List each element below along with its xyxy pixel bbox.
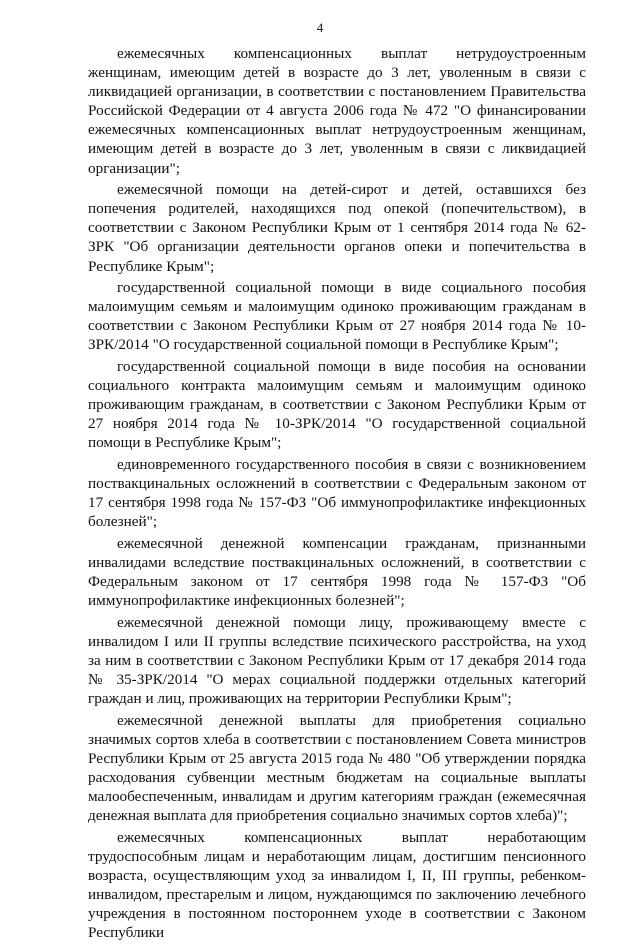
- paragraph-5: единовременного государственного пособия в связи с возникновением поствакцинальных осложнений в соответствии с Федеральным законом от 17 сентября 1998 года № 157-ФЗ "Об иммунопрофилактике инфекционных болезней";: [88, 455, 586, 531]
- paragraph-4: государственной социальной помощи в виде пособия на основании социального контракта малоимущим семьям и малоимущим одиноко проживающим гражданам, в соответствии с Законом Республики Крым от 27 ноября 2014 года № 10-ЗРК/2014 "О государственной социальной помощи в Республике Крым";: [88, 358, 586, 452]
- paragraph-9: ежемесячных компенсационных выплат неработающим трудоспособным лицам и неработающим лицам, достигшим пенсионного возраста, осуществляющим уход за инвалидом I, II, III группы, ребенком-инвалидом, престарелым и лицом, нуждающимся по заключению лечебного учреждения в постоянном постороннем уходе в соответствии с Законом Республики: [88, 828, 586, 942]
- document-body: [88, 44, 586, 945]
- paragraph-2: ежемесячной помощи на детей-сирот и детей, оставшихся без попечения родителей, находящихся под опекой (попечительством), в соответствии с Законом Республики Крым от 1 сентября 2014 года № 62-ЗРК "Об организации деятельности органов опеки и попечительства в Республике Крым";: [88, 181, 586, 275]
- paragraph-8: ежемесячной денежной выплаты для приобретения социально значимых сортов хлеба в соответствии с постановлением Совета министров Республики Крым от 25 августа 2015 года № 480 "Об утверждении порядка расходования субвенции местным бюджетам на социальные выплаты малообеспеченным, инвалидам и другим категориям граждан (ежемесячная денежная выплата для приобретения социально значимых сортов хлеба)";: [88, 711, 586, 825]
- paragraph-1: ежемесячных компенсационных выплат нетрудоустроенным женщинам, имеющим детей в возрасте до 3 лет, уволенным в связи с ликвидацией организации, в соответствии с постановлением Правительства Российской Федерации от 4 августа 2006 года № 472 "О финансировании ежемесячных компенсационных выплат нетрудоустроенным женщинам, имеющим детей в возрасте до 3 лет, уволенным в связи с ликвидацией организации";: [88, 45, 586, 177]
- paragraph-7: ежемесячной денежной помощи лицу, проживающему вместе с инвалидом I или II группы вследствие психического расстройства, на уход за ним в соответствии с Законом Республики Крым от 17 декабря 2014 года № 35-ЗРК/2014 "О мерах социальной поддержки отдельных категорий граждан и лиц, проживающих на территории Республики Крым";: [88, 613, 586, 708]
- paragraph-3: государственной социальной помощи в виде социального пособия малоимущим семьям и малоимущим одиноко проживающим гражданам в соответствии с Законом Республики Крым от 27 ноября 2014 года № 10-ЗРК/2014 "О государственной социальной помощи в Республике Крым";: [88, 279, 586, 354]
- page-number: 4: [316, 20, 324, 35]
- paragraph-6: ежемесячной денежной компенсации гражданам, признанными инвалидами вследствие поствакцинальных осложнений, в соответствии с Федеральным законом от 17 сентября 1998 года № 157-ФЗ "Об иммунопрофилактике инфекционных болезней";: [88, 534, 586, 610]
